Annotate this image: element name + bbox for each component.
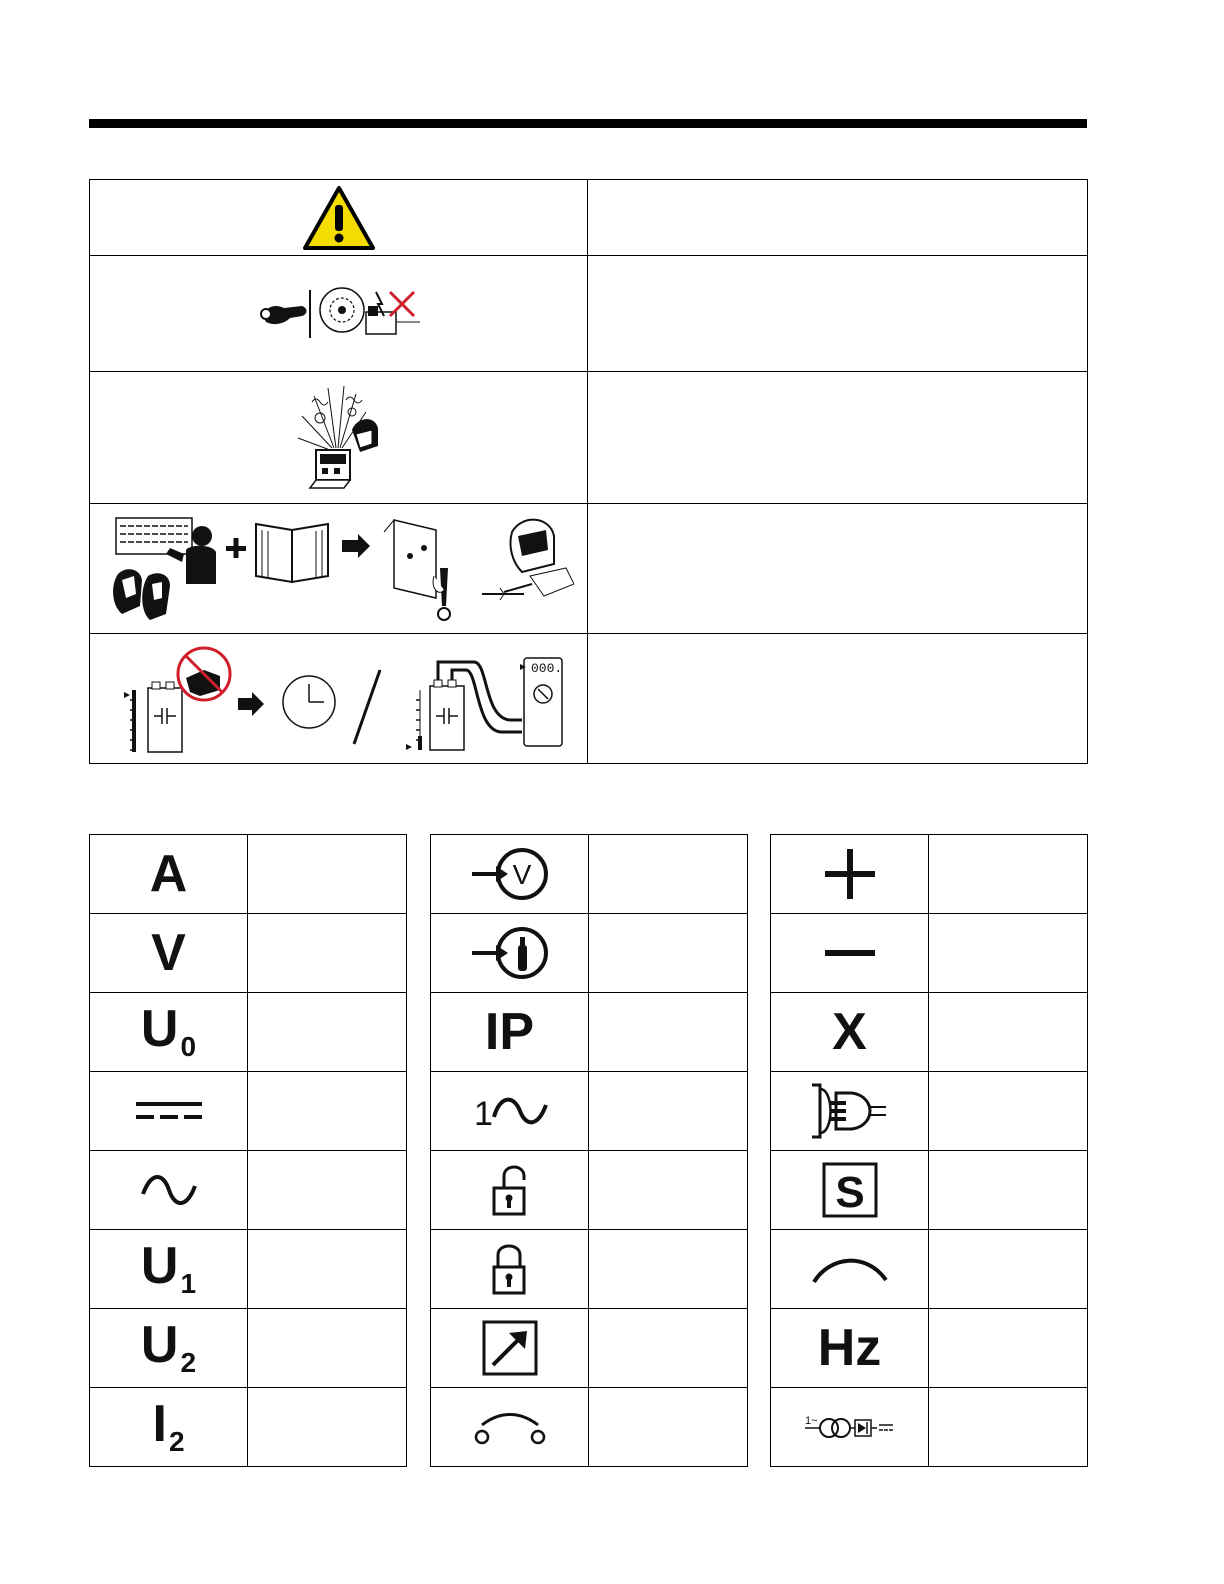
symbol-description-cell bbox=[929, 914, 1088, 993]
positive-icon bbox=[823, 847, 877, 901]
duty-cycle-icon: X bbox=[832, 1003, 867, 1061]
hertz-icon: Hz bbox=[817, 1319, 882, 1377]
primary-voltage-icon: $U_1$ bbox=[140, 1237, 197, 1299]
header-rule bbox=[89, 119, 1087, 128]
capacitor-discharge-sequence-icon bbox=[104, 640, 574, 758]
symbol-table-2 bbox=[430, 834, 748, 1467]
safety-warning-table bbox=[89, 179, 1088, 764]
symbol-cell bbox=[771, 1151, 929, 1230]
svg-text:1~: 1~ bbox=[804, 1415, 818, 1427]
svg-text:S: S bbox=[834, 1168, 865, 1217]
symbol-cell bbox=[90, 1309, 248, 1388]
svg-text:V: V bbox=[512, 859, 531, 890]
symbol-cell bbox=[771, 835, 929, 914]
symbol-cell bbox=[431, 1072, 589, 1151]
symbol-description-cell bbox=[248, 1151, 407, 1230]
locked-padlock-icon bbox=[490, 1241, 530, 1297]
symbol-description-cell bbox=[589, 1230, 748, 1309]
explosion-hazard-cell bbox=[90, 372, 588, 504]
symbol-cell bbox=[431, 1230, 589, 1309]
load-voltage-icon: $U_2$ bbox=[140, 1316, 197, 1378]
symbol-cell bbox=[771, 993, 929, 1072]
capacitor-description-cell bbox=[588, 634, 1088, 764]
multimeter-reading: 000. bbox=[530, 660, 562, 676]
warning-symbol-cell bbox=[90, 180, 588, 256]
symbol-cell bbox=[771, 1230, 929, 1309]
open-circuit-voltage-icon: $U_0$ bbox=[140, 1000, 197, 1062]
voltage-input-icon bbox=[470, 846, 550, 902]
symbol-cell bbox=[90, 1388, 248, 1467]
adjustment-arrow-icon bbox=[481, 1319, 539, 1377]
alternating-current-icon bbox=[139, 1170, 199, 1210]
symbol-description-cell bbox=[929, 1230, 1088, 1309]
symbol-cell bbox=[771, 1388, 929, 1467]
symbol-description-cell bbox=[589, 1072, 748, 1151]
symbol-cell bbox=[431, 1309, 589, 1388]
symbol-cell bbox=[90, 1151, 248, 1230]
amperage-letter-icon: A bbox=[149, 845, 188, 903]
s-mark-icon bbox=[821, 1161, 879, 1219]
moving-parts-hazard-cell bbox=[90, 256, 588, 372]
moving-parts-hazard-icon bbox=[254, 284, 424, 344]
symbol-table-3 bbox=[770, 834, 1088, 1467]
symbol-description-cell bbox=[589, 993, 748, 1072]
symbol-description-cell bbox=[929, 835, 1088, 914]
symbol-description-cell bbox=[589, 1151, 748, 1230]
symbol-description-cell bbox=[929, 1388, 1088, 1467]
symbol-description-cell bbox=[929, 1309, 1088, 1388]
symbol-cell bbox=[431, 835, 589, 914]
symbol-cell bbox=[431, 1151, 589, 1230]
capacitor-discharge-cell bbox=[90, 634, 588, 764]
warning-description-cell bbox=[588, 180, 1088, 256]
symbol-cell bbox=[90, 993, 248, 1072]
symbol-description-cell bbox=[248, 914, 407, 993]
symbol-description-cell bbox=[589, 1309, 748, 1388]
symbol-description-cell bbox=[589, 914, 748, 993]
symbol-description-cell bbox=[929, 993, 1088, 1072]
explosion-hazard-icon bbox=[294, 382, 384, 494]
symbol-description-cell bbox=[248, 1230, 407, 1309]
symbol-cell bbox=[90, 1072, 248, 1151]
single-phase-icon bbox=[470, 1089, 550, 1133]
plug-icon bbox=[808, 1081, 892, 1141]
symbol-description-cell bbox=[248, 1072, 407, 1151]
transformer-rectifier-icon bbox=[805, 1412, 895, 1442]
read-instructions-sequence-icon bbox=[104, 510, 574, 628]
symbol-description-cell bbox=[929, 1151, 1088, 1230]
read-manual-description-cell bbox=[588, 504, 1088, 634]
svg-text:1: 1 bbox=[473, 1095, 493, 1133]
arc-force-icon bbox=[810, 1252, 890, 1286]
symbol-cell bbox=[90, 914, 248, 993]
symbol-description-cell bbox=[589, 1388, 748, 1467]
voltage-letter-icon: V bbox=[151, 924, 186, 982]
symbol-description-cell bbox=[589, 835, 748, 914]
gas-input-icon bbox=[470, 925, 550, 981]
symbol-description-cell bbox=[248, 993, 407, 1072]
symbol-cell bbox=[90, 1230, 248, 1309]
load-current-icon: $I_2$ bbox=[152, 1395, 185, 1457]
symbol-table-1 bbox=[89, 834, 407, 1467]
symbol-cell bbox=[431, 914, 589, 993]
read-manual-cell bbox=[90, 504, 588, 634]
circuit-breaker-icon bbox=[472, 1407, 548, 1447]
degree-of-protection-icon: IP bbox=[484, 1003, 535, 1061]
unlocked-padlock-icon bbox=[490, 1162, 530, 1218]
symbol-cell bbox=[771, 1309, 929, 1388]
symbol-description-cell bbox=[248, 1388, 407, 1467]
symbol-cell bbox=[90, 835, 248, 914]
symbol-description-cell bbox=[248, 835, 407, 914]
warning-triangle-icon bbox=[302, 185, 376, 251]
explosion-description-cell bbox=[588, 372, 1088, 504]
symbol-cell bbox=[771, 914, 929, 993]
symbol-description-cell bbox=[929, 1072, 1088, 1151]
direct-current-icon bbox=[134, 1099, 204, 1123]
symbol-cell bbox=[431, 993, 589, 1072]
moving-parts-description-cell bbox=[588, 256, 1088, 372]
symbol-cell bbox=[431, 1388, 589, 1467]
negative-icon bbox=[823, 946, 877, 960]
symbol-cell bbox=[771, 1072, 929, 1151]
symbol-description-cell bbox=[248, 1309, 407, 1388]
